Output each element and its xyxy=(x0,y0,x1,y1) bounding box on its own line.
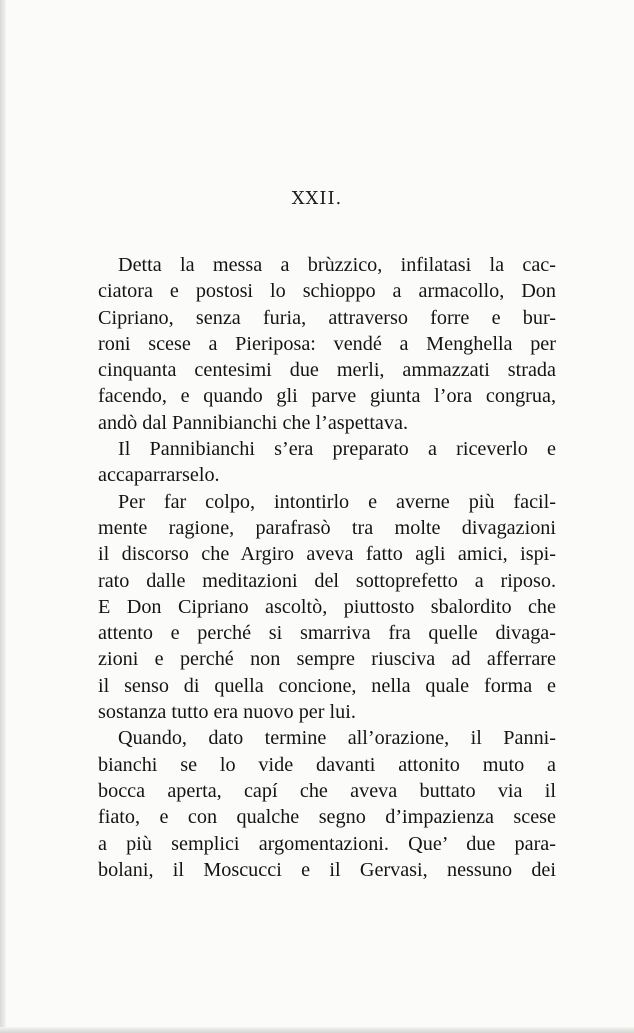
text-line: bocca aperta, capí che aveva buttato via il xyxy=(98,779,556,802)
text-line: facendo, e quando gli parve giunta l’ora congrua, xyxy=(98,385,556,408)
text-line: fiato, e con qualche segno d’impazienza scese xyxy=(98,806,556,829)
text-line: il senso di quella concione, nella quale forma e xyxy=(98,674,556,697)
paragraph-1 xyxy=(98,252,556,436)
paragraph-4 xyxy=(98,725,556,883)
text-line: Cipriano, senza furia, attraverso forre e bur- xyxy=(98,306,556,329)
page-bottom-edge-shadow xyxy=(0,1027,634,1033)
paragraph-2 xyxy=(98,436,556,489)
text-line: sostanza tutto era nuovo per lui. xyxy=(98,701,356,724)
text-line: attento e perché si smarriva fra quelle divaga- xyxy=(98,622,556,645)
text-line: Detta la messa a brùzzico, infilatasi la cac- xyxy=(118,254,556,276)
paragraph-3 xyxy=(98,489,556,726)
text-line: cinquanta centesimi due merli, ammazzati strada xyxy=(98,359,556,382)
text-line: zioni e perché non sempre riusciva ad afferrare xyxy=(98,648,556,671)
text-line: Per far colpo, intontirlo e averne più facil- xyxy=(118,490,556,513)
text-line: Quando, dato termine all’orazione, il Panni- xyxy=(118,727,556,750)
body-text xyxy=(98,252,556,883)
text-line: andò dal Pannibianchi che l’aspettava. xyxy=(98,411,408,434)
text-line: E Don Cipriano ascoltò, piuttosto sbalordito che xyxy=(98,595,556,618)
text-line: ciatora e postosi lo schioppo a armacollo, Don xyxy=(98,280,556,303)
page-left-edge-shadow xyxy=(0,0,6,1033)
text-line: accaparrarselo. xyxy=(98,464,220,487)
text-line: roni scese a Pieriposa: vendé a Menghella per xyxy=(98,332,556,355)
text-line: mente ragione, parafrasò tra molte divagazioni xyxy=(98,516,556,539)
text-line: il discorso che Argiro aveva fatto agli amici, ispi- xyxy=(98,543,556,566)
text-line: rato dalle meditazioni del sottoprefetto a riposo. xyxy=(98,569,556,592)
text-line: bianchi se lo vide davanti attonito muto a xyxy=(98,753,556,776)
text-line: a più semplici argomentazioni. Que’ due para- xyxy=(98,832,556,855)
chapter-heading: XXII. xyxy=(291,188,343,209)
text-line: Il Pannibianchi s’era preparato a riceverlo e xyxy=(118,438,556,461)
text-line: bolani, il Moscucci e il Gervasi, nessuno dei xyxy=(98,858,556,881)
